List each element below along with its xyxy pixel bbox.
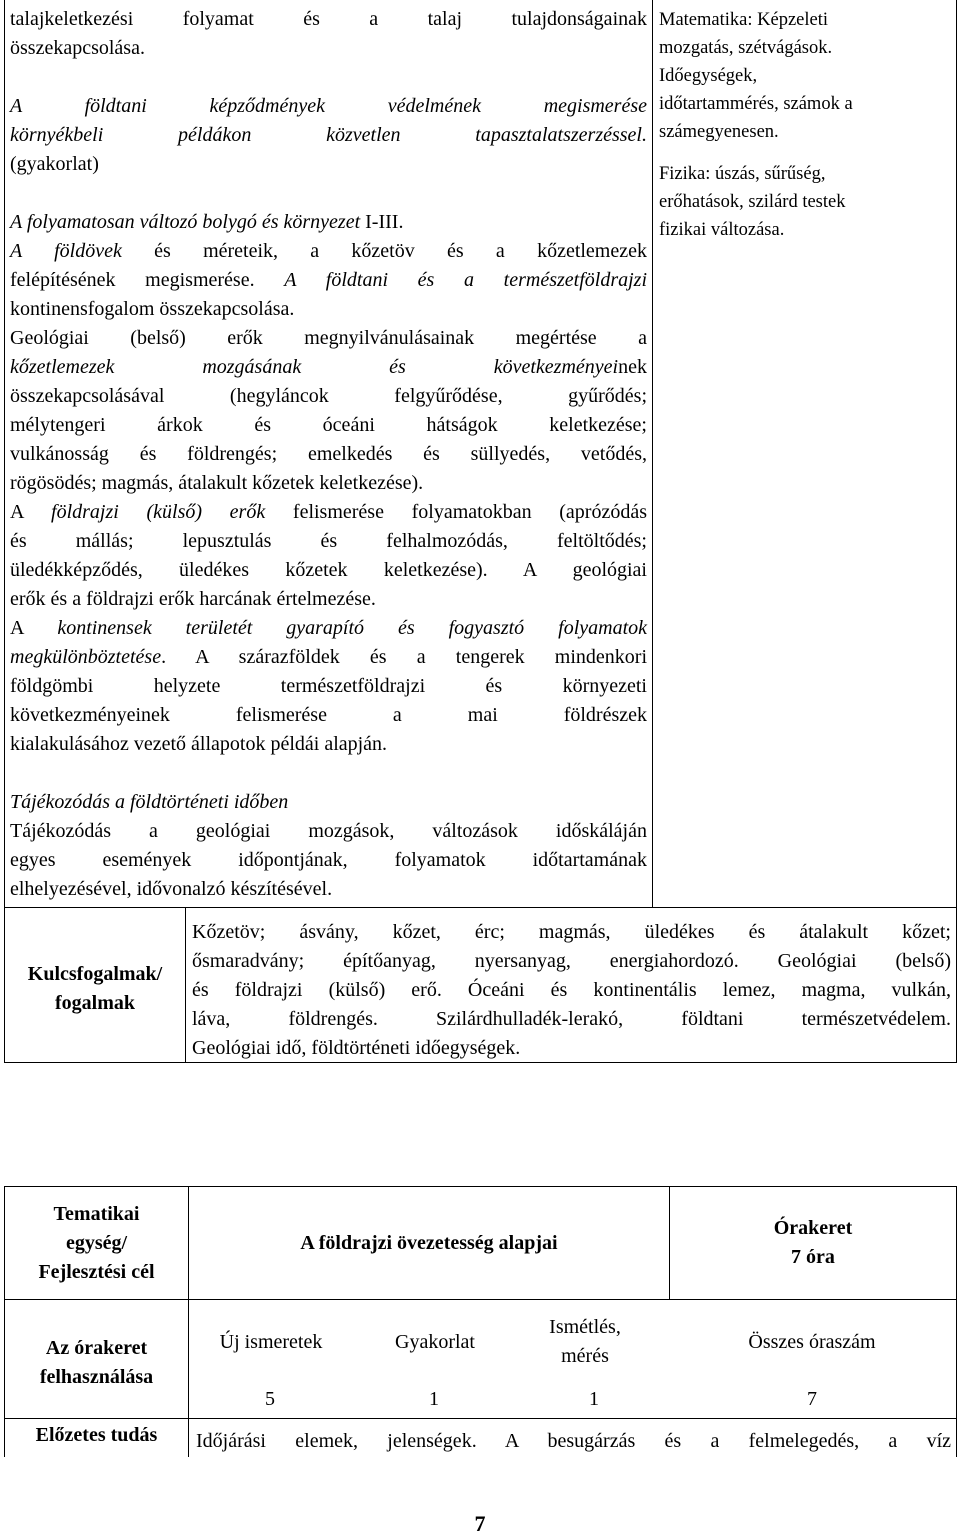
unit-title: A földrajzi övezetesség alapjai — [300, 1232, 558, 1254]
text-line: A kontinensek területét gyarapító és fogyasztó folyamatok — [10, 617, 648, 639]
text-line: Matematika: Képzeleti — [659, 10, 828, 30]
text-line: időtartammérés, számok a — [659, 94, 853, 114]
text-line: mélytengeri árkok és óceáni hátságok keletkezése; — [10, 414, 647, 436]
text-line: megkülönböztetése. A szárazföldek és a tengerek mindenkori — [10, 646, 647, 668]
unit-hours: Órakeret 7 óra — [773, 1217, 853, 1268]
page-number: 7 — [474, 1511, 486, 1536]
usage-value-review: 1 — [589, 1388, 599, 1410]
text-line: környékbeli példákon közvetlen tapasztalatszerzéssel. — [10, 124, 647, 146]
text-line: A földrajzi (külső) erők felismerése folyamatokban (aprózódás — [10, 501, 648, 523]
text-line: mozgatás, szétvágások. — [659, 38, 833, 58]
text-line: fizikai változása. — [659, 220, 785, 240]
usage-header-new: Új ismeretek — [219, 1331, 323, 1353]
unit-label: Tematikai egység/ Fejlesztési cél — [38, 1203, 155, 1283]
text-line: A földtani képződmények védelmének megismerése — [10, 95, 647, 117]
text-line: kialakulásához vezető állapotok példái alapján. — [10, 733, 388, 755]
links-column — [659, 6, 951, 244]
section-title: Tájékozódás a földtörténeti időben — [10, 791, 289, 813]
section-title: A folyamatosan változó bolygó és környezet I-III. — [10, 211, 404, 233]
usage-value-new: 5 — [265, 1388, 275, 1410]
text-line: A földövek és méreteik, a kőzetöv és a kőzetlemezek — [10, 240, 647, 262]
text-line: és földrajzi (külső) erő. Óceáni és kontinentális lemez, magma, vulkán, — [192, 979, 951, 1001]
usage-header-total: Összes óraszám — [748, 1331, 876, 1353]
text-line: összekapcsolásával (hegyláncok felgyűrődése, gyűrődés; — [10, 385, 647, 407]
text-line: láva, földrengés. Szilárdhulladék-lerakó, földtani természetvédelem. — [192, 1008, 951, 1030]
text-line: erők és a földrajzi erők harcának értelmezése. — [10, 588, 376, 610]
prior-label: Előzetes tudás — [35, 1424, 158, 1446]
text-line: Időegységek, — [659, 66, 758, 86]
text-line: földgömbi helyzete természetföldrajzi és környezeti — [10, 675, 647, 697]
keyconcepts-label: Kulcsfogalmak/ fogalmak — [27, 963, 163, 1014]
text-line: számegyenesen. — [659, 122, 779, 142]
usage-label: Az órakeret felhasználása — [39, 1337, 154, 1388]
usage-value-practice: 1 — [429, 1388, 439, 1410]
content-column — [10, 5, 647, 904]
prior-text: Időjárási elemek, jelenségek. A besugárzás és a felmelegedés, a víz — [196, 1430, 951, 1452]
text-line: felépítésének megismerése. A földtani és a természetföldrajzi — [10, 269, 647, 291]
text-line: és mállás; lepusztulás és felhalmozódás, feltöltődés; — [10, 530, 647, 552]
usage-value-total: 7 — [807, 1388, 817, 1410]
usage-header-review: Ismétlés, mérés — [549, 1316, 621, 1367]
text-line: Geológiai (belső) erők megnyilvánulásainak megértése a — [10, 327, 647, 349]
text-line: ősmaradvány; építőanyag, nyersanyag, energiahordozó. Geológiai (belső) — [192, 950, 951, 972]
text-line: talajkeletkezési folyamat és a talaj tulajdonságainak — [10, 8, 647, 30]
text-line: elhelyezésével, idővonalzó készítésével. — [10, 878, 333, 900]
text-line: Geológiai idő, földtörténeti időegységek. — [192, 1037, 521, 1059]
text-line: rögösödés; magmás, átalakult kőzetek keletkezése). — [10, 472, 424, 494]
text-line: kőzetlemezek mozgásának és következményeinek — [10, 356, 647, 378]
text-line: következményeinek felismerése a mai földrészek — [10, 704, 647, 726]
keyconcepts-text — [192, 918, 951, 1063]
text-line: vulkánosság és földrengés; emelkedés és süllyedés, vetődés, — [10, 443, 647, 465]
text-line: erőhatások, szilárd testek — [659, 192, 846, 212]
text-line: üledékképződés, üledékes kőzetek keletkezése). A geológiai — [10, 559, 647, 581]
text-line: egyes események időpontjának, folyamatok időtartamának — [10, 849, 647, 871]
text-line: (gyakorlat) — [10, 153, 99, 175]
text-line: Kőzetöv; ásvány, kőzet, érc; magmás, üledékes és átalakult kőzet; — [192, 921, 951, 943]
text-line: kontinensfogalom összekapcsolása. — [10, 298, 295, 320]
text-line: Fizika: úszás, sűrűség, — [659, 164, 826, 184]
text-line: Tájékozódás a geológiai mozgások, változások időskáláján — [10, 820, 647, 842]
text-line: összekapcsolása. — [10, 37, 145, 59]
usage-header-practice: Gyakorlat — [395, 1331, 475, 1353]
